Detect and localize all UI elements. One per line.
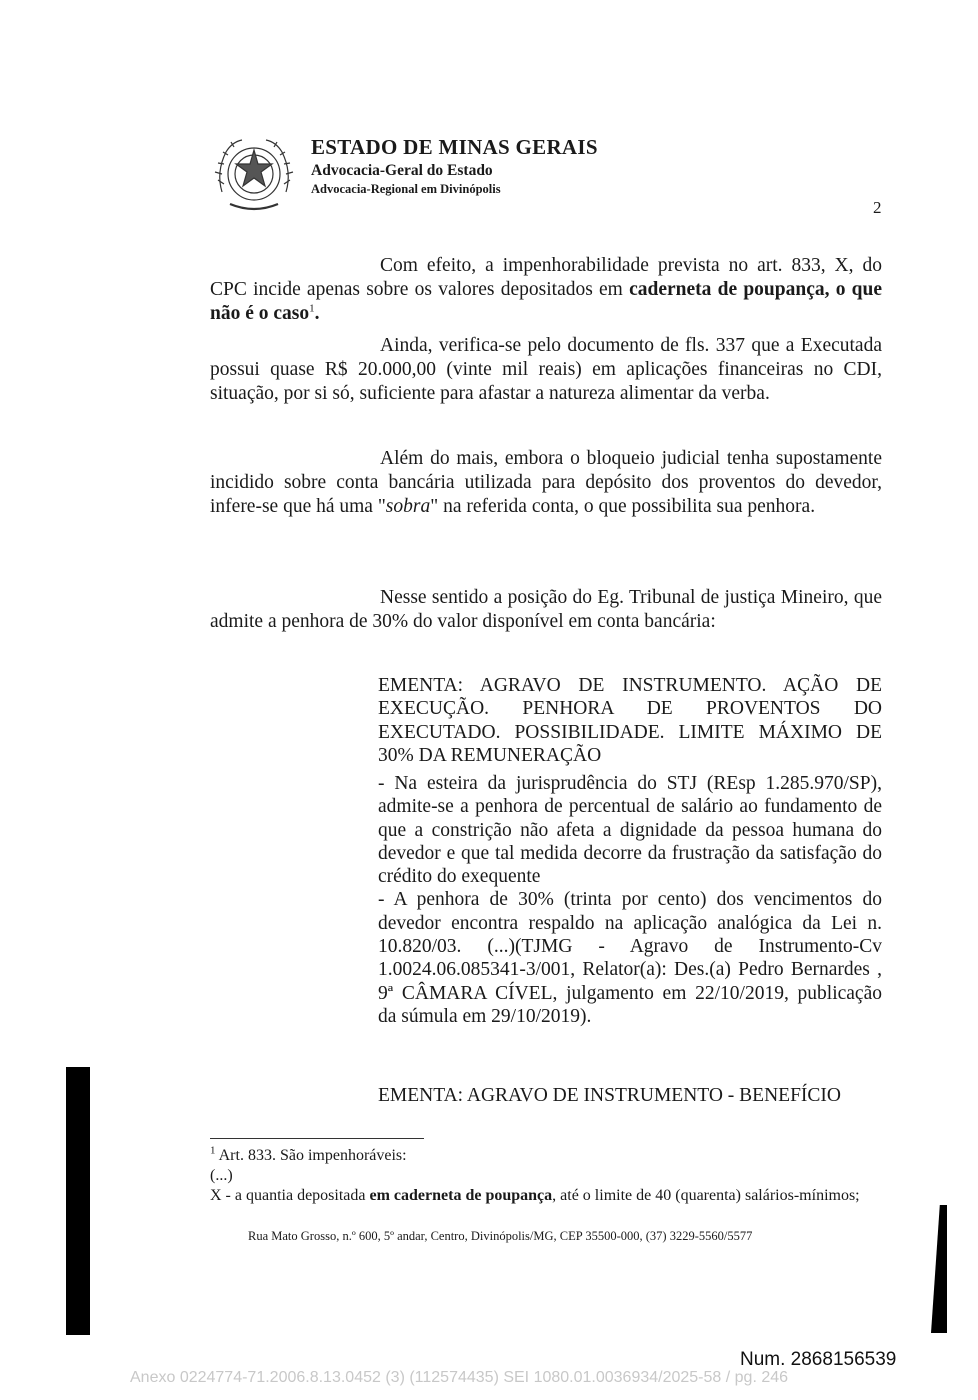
footnote-ref: 1 <box>309 302 315 315</box>
annex-stamp: Anexo 0224774-71.2006.8.13.0452 (3) (112574435) SEI 1080.01.0036934/2025-58 / pg. 246 <box>130 1369 789 1386</box>
paragraph-2: Ainda, verifica-se pelo documento de fls. 337 que a Executada possui quase R$ 20.000,00 (vinte mil reais) em aplicações financeiras no CDI, situação, por si só, suficiente para afastar a natureza alimentar da verba. <box>210 335 882 404</box>
footnote-line-2: (...) <box>210 1167 233 1184</box>
minas-gerais-coat-of-arms-icon <box>212 132 296 216</box>
page-number: 2 <box>873 198 882 217</box>
footnote-line-1 <box>210 1146 882 1166</box>
paragraph-4: Nesse sentido a posição do Eg. Tribunal de justiça Mineiro, que admite a penhora de 30% do valor disponível em conta bancária: <box>210 587 882 632</box>
paragraph-3-text: Além do mais, embora o bloqueio judicial tenha supostamente incidido sobre conta bancária utilizada para depósito dos proventos do devedor, infere-se que há uma " <box>210 448 882 517</box>
quote-body <box>378 772 882 1028</box>
paragraph-1 <box>210 254 882 326</box>
quote-item-1: - Na esteira da jurisprudência do STJ (REsp 1.285.970/SP), admite-se a penhora de percentual de salário ao fundamento de que a constrição não afeta a dignidade da pessoa humana do devedor e que tal medida decorre da frustração da satisfação do crédito do exequentе <box>378 773 882 888</box>
quote-ementa-2: EMENTA: AGRAVO DE INSTRUMENTO - BENEFÍCIO <box>378 1085 842 1106</box>
header-regional: Advocacia-Regional em Divinópolis <box>311 182 501 196</box>
paragraph-3-italic: sobra <box>385 496 431 517</box>
paragraph-1-bold: caderneta de poupança, o que não é o caso <box>210 279 883 324</box>
header-title: ESTADO DE MINAS GERAIS <box>311 135 598 159</box>
footnote-marker: 1 <box>210 1144 216 1157</box>
scan-edge-bar-right <box>931 1205 947 1333</box>
quote-item-2: - A penhora de 30% (trinta por cento) dos vencimentos do devedor encontra respaldo na aplicação analógica da Lei n. 10.820/03. (...)(TJMG - Agravo de Instrumento-Cv 1.0024.06.085341-3/001, Relator(a): Des.(a) Pedro Bernardes , 9ª CÂMARA CÍVEL, julgamento em 22/10/2019, publicação da súmula em 29/10/2019). <box>378 889 882 1027</box>
quote-ementa: EMENTA: AGRAVO DE INSTRUMENTO. AÇÃO DE EXECUÇÃO. PENHORA DE PROVENTOS DO EXECUTADO. POSSIBILIDADE. LIMITE MÁXIMO DE 30% DA REMUNERAÇÃO <box>378 675 882 766</box>
paragraph-1-text: Com efeito, a impenhorabilidade prevista no art. 833, X, do CPC incide apenas sobre os valores depositados em <box>210 255 882 300</box>
scan-edge-bar-left <box>66 1067 90 1335</box>
footer-address: Rua Mato Grosso, n.º 600, 5º andar, Centro, Divinópolis/MG, CEP 35500-000, (37) 3229-5560/5577 <box>248 1229 753 1243</box>
footnote-line-3-bold: em caderneta de poupança <box>369 1187 553 1204</box>
footnote <box>210 1146 882 1206</box>
paragraph-3 <box>210 447 882 519</box>
footnote-line-3-post: , até o limite de 40 (quarenta) salários-mínimos; <box>552 1187 860 1204</box>
footnote-divider <box>210 1138 424 1139</box>
footnote-article: Art. 833. São impenhoráveis: <box>218 1147 407 1164</box>
paragraph-1-end: . <box>314 303 320 324</box>
paragraph-3-text-end: " na referida conta, o que possibilita sua penhora. <box>430 496 816 517</box>
document-number-stamp: Num. 2868156539 <box>740 1349 897 1370</box>
footnote-line-3 <box>210 1186 882 1206</box>
header-subtitle: Advocacia-Geral do Estado <box>311 162 493 179</box>
footnote-line-3-pre: X - a quantia depositada <box>210 1187 370 1204</box>
